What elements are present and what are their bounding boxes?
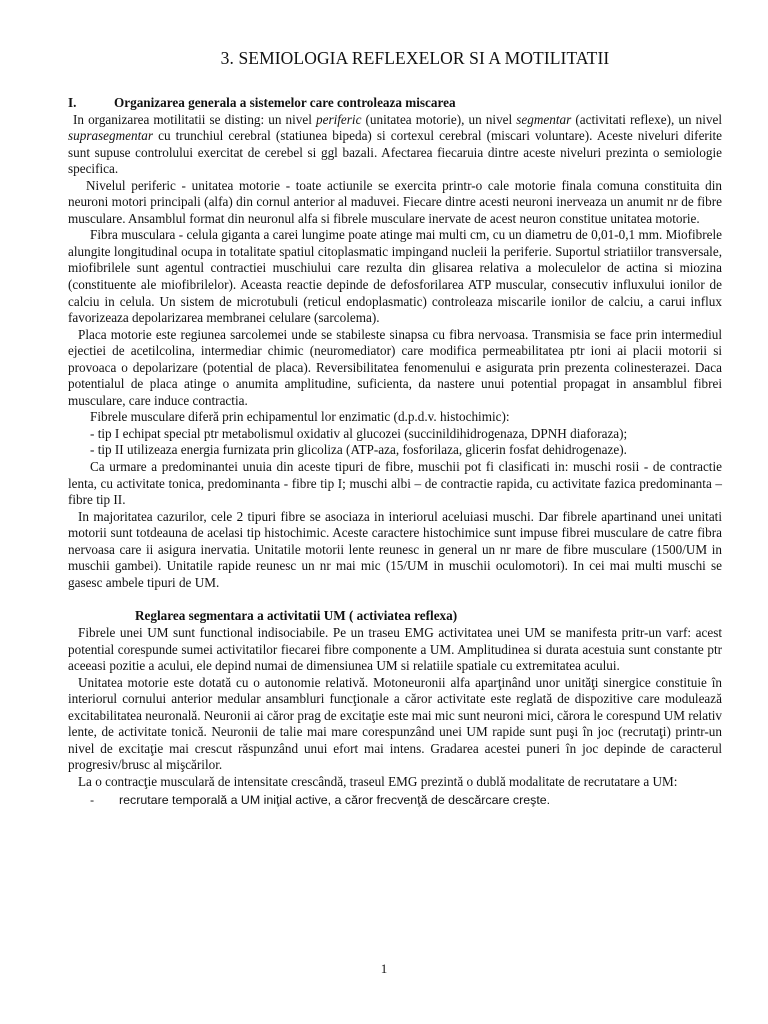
section-heading-1 xyxy=(68,95,722,112)
paragraph-nivel-periferic: Nivelul periferic - unitatea motorie - toate actiunile se exercita printr-o cale motorie finala comuna constituita din neuroni motori principali (alfa) din cornul anterior al maduvei. Fiecare dintre acesti neuroni inerveaza un anumit nr de fibre musculare. Ansamblul format din neuronul alfa si fibrele musculare inervate de acest neuron constitue unitatea motorie. xyxy=(68,177,722,226)
paragraph-contractie: La o contracţie musculară de intensitate crescândă, traseul EMG prezintă o dublă modalitate de recrutatare a UM: xyxy=(78,773,678,789)
document-body xyxy=(68,95,722,809)
bullet-text: recrutare temporală a UM iniţial active, a căror frecvenţă de descărcare creşte. xyxy=(119,793,551,808)
paragraph-tipuri-fibre: In majoritatea cazurilor, cele 2 tipuri fibre se asociaza in interiorul aceluiasi muschi. Dar fibrele apartinand unei unitati motorii sunt totdeauna de acelasi tip histochimic. Aceste caractere histochimice sunt impuse fibrei musculare de catre fibra nervoasa care ii asigura inervatia. Unitatile motorii lente reunesc in general un nr mare de fibre musculare (1500/UM in muschii gambei). Unitatile rapide reunesc un nr mai mic (15/UM in muschii oculomotori). In cei mai multi muschi se gasesc ambele tipuri de UM. xyxy=(68,508,722,590)
paragraph-clasificare-muschi: Ca urmare a predominantei unuia din aceste tipuri de fibre, muschii pot fi clasificati in: muschi rosii - de contractie lenta, cu activitate tonica, predominanta - fibre tip I; muschi albi – de contractie rapida, cu activitate fazica predominanta – fibre tip II. xyxy=(68,459,722,508)
page-title: 3. SEMIOLOGIA REFLEXELOR SI A MOTILITATII xyxy=(220,48,610,68)
paragraph-text: (unitatea motorie), un nivel xyxy=(361,111,517,127)
spacer xyxy=(68,591,722,608)
paragraph-fibrele-um: Fibrele unei UM sunt functional indisociabile. Pe un traseu EMG activitatea unei UM se manifesta pritr-un varf: acest potential corespunde sumei activitatilor fiecarei fibre componente a UM. Amplitudinea si durata acestuia sunt constante ptr aceeasi pozitie a acului, ele depind numai de dimensiunea UM si relatiile spatiale cu extremitatea acului. xyxy=(68,624,722,674)
paragraph-placa-motorie: Placa motorie este regiunea sarcolemei unde se stabileste sinapsa cu fibra nervoasa. Transmisia se face prin intermediul ejectiei de acetilcolina, intermediar chimic (neuromediator) care modifica permeabilitatea ptr ioni ai placii motorii si provoaca o depolarizare (potential de placa). Reversibilitatea fenomenului e asigurata prin prezenta colinesterazei. Daca potentialul de placa atinge o anumita amplitudine, suficienta, da nastere unui potential propagat in ansamblul fibrei musculare, care induce contractia. xyxy=(68,326,722,408)
bullet-dash: - xyxy=(90,793,95,808)
paragraph-unitatea-motorie: Unitatea motorie este dotată cu o autonomie relativă. Motoneuronii alfa aparţinând unor unităţi sinergice constituie în interiorul cornului anterior medular ansambluri funcţionale a căror activitate este reglată de dispozitive care modulează excitabilitatea neuronală. Neuronii ai căror prag de excitaţie este mai mic sunt neuroni mici, cărora le corespund UM relativ lente, de activitate tonică. Neuronii de talie mai mare corespunzând unei UM rapide sunt puşi în joc (recrutaţi) printr-un nivel de excitaţie mai crescut răspunzând unui efort mai intens. Gradarea acestei puneri în joc depinde de caracterul progresiv/brusc al mişcărilor. xyxy=(68,674,722,773)
paragraph-text: (activitati reflexe), un nivel xyxy=(571,111,722,127)
paragraph-fibre-enzimatic: Fibrele musculare diferă prin echipamentul lor enzimatic (d.p.d.v. histochimic): xyxy=(90,409,510,425)
page-number: 1 xyxy=(380,961,388,976)
emphasis-suprasegmentar: suprasegmentar xyxy=(68,128,153,144)
paragraph-fibra-musculara: Fibra musculara - celula giganta a carei lungime poate atinge mai multi cm, cu un diametru de 0,01-0,1 mm. Miofibrele alungite longitudinal ocupa in totalitate spatiul citoplasmatic impingand nucleii la periferie. Suportul striatiilor transversale, miofibrilele sunt agentul contractiei muschiului care rezulta din glisarea relativa a moleculelor de actina si miozina (constituente ale miofibrilelor). Aceasta reactie depinde de defosforilarea ATP muscular, consecutiv influxului ionilor de calciu in celula. Un sistem de microtubuli (reticul endoplasmatic) controleaza miscarile ionilor de calciu, a carui influx favorizeaza depolarizarea membranei celulare (sarcolema). xyxy=(68,227,722,326)
section-number: I. xyxy=(68,95,77,110)
section-heading-2: Reglarea segmentara a activitatii UM ( activiatea reflexa) xyxy=(135,608,458,624)
section-heading-text: Organizarea generala a sistemelor care controleaza miscarea xyxy=(114,95,456,110)
paragraph-text: cu trunchiul cerebral (statiunea bipeda) si cortexul cerebral (miscari voluntare). Aceste niveluri diferite sunt supuse controlului exercitat de cerebel si ggl bazali. Afectarea fiecaruia dintre aceste niveluri prezinta o semiologie specifica. xyxy=(68,128,722,177)
emphasis-periferic: periferic xyxy=(316,111,362,127)
list-item-tip-2: - tip II utilizeaza energia furnizata prin glicoliza (ATP-aza, fosforilaza, glicerin fosfat dehidrogenaze). xyxy=(90,442,627,458)
list-item-tip-1: - tip I echipat special ptr metabolismul oxidativ al glucozei (succinildihidrogenaza, DPNH diaforaza); xyxy=(90,425,628,441)
emphasis-segmentar: segmentar xyxy=(516,111,572,127)
list-item-recrutare xyxy=(68,792,722,809)
paragraph-text: In organizarea motilitatii se disting: un nivel xyxy=(73,111,317,127)
paragraph-organizare xyxy=(68,112,722,178)
